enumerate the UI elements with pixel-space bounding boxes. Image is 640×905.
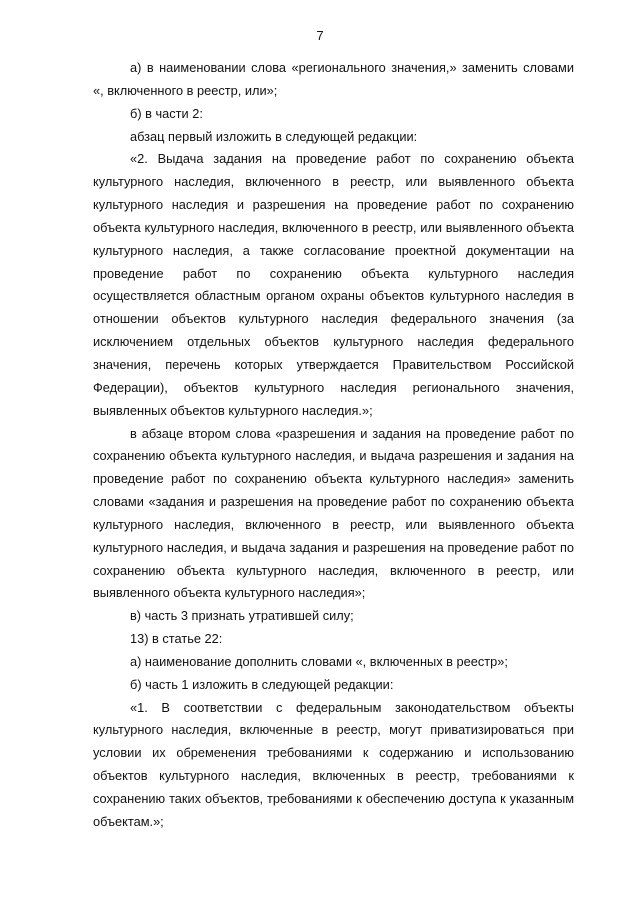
paragraph-new-part1-text: «1. В соответствии с федеральным законодательством объекты культурного наследия, включенные в реестр, могут приватизироваться при условии их обременения требованиями к содержанию и использованию объектов культурного наследия, включенных в реестр, требованиями к сохранению таких объектов, требованиями к обеспечению доступа к указанным объектам.»; <box>93 699 574 829</box>
paragraph-article-22: 13) в статье 22: <box>130 631 223 647</box>
paragraph-second-abzac: в абзаце втором слова «разрешения и задания на проведение работ по сохранению объекта культурного наследия, и выдача разрешения и задания на проведение работ по сохранению объекта культурного наследия» заменить словами «задания и разрешения на проведение работ по сохранению объекта культурного наследия, включенного в реестр, или выявленного объекта культурного наследия, и выдача задания и разрешения на проведение работ по сохранению объекта культурного наследия, включенного в реестр, или выявленного объекта культурного наследия»; <box>93 425 574 601</box>
paragraph-new-part2-text: «2. Выдача задания на проведение работ по сохранению объекта культурного наследия, включенного в реестр, или выявленного объекта культурного наследия и разрешения на проведение работ по сохранению объекта культурного наследия, включенного в реестр, или выявленного объекта культурного наследия, а также согласование проектной документации на проведение работ по сохранению объекта культурного наследия осуществляется областным органом охраны объектов культурного наследия в отношении объектов культурного наследия федерального значения (за исключением отдельных объектов культурного наследия федерального значения, перечень которых утверждается Правительством Российской Федерации), объектов культурного наследия регионального значения, выявленных объектов культурного наследия.»; <box>93 151 574 418</box>
document-body <box>93 57 574 834</box>
paragraph-item-a-name: а) наименование дополнить словами «, включенных в реестр»; <box>130 653 508 669</box>
paragraph-item-b-part2: б) в части 2: <box>130 105 203 121</box>
paragraph-item-a-title: а) в наименовании слова «регионального значения,» заменить словами «, включенного в реестр, или»; <box>93 60 574 98</box>
paragraph-item-v-part3: в) часть 3 признать утратившей силу; <box>130 608 354 624</box>
paragraph-item-b-part1: б) часть 1 изложить в следующей редакции: <box>130 676 394 692</box>
page-number: 7 <box>316 28 324 43</box>
paragraph-first-abzac: абзац первый изложить в следующей редакции: <box>130 128 418 144</box>
